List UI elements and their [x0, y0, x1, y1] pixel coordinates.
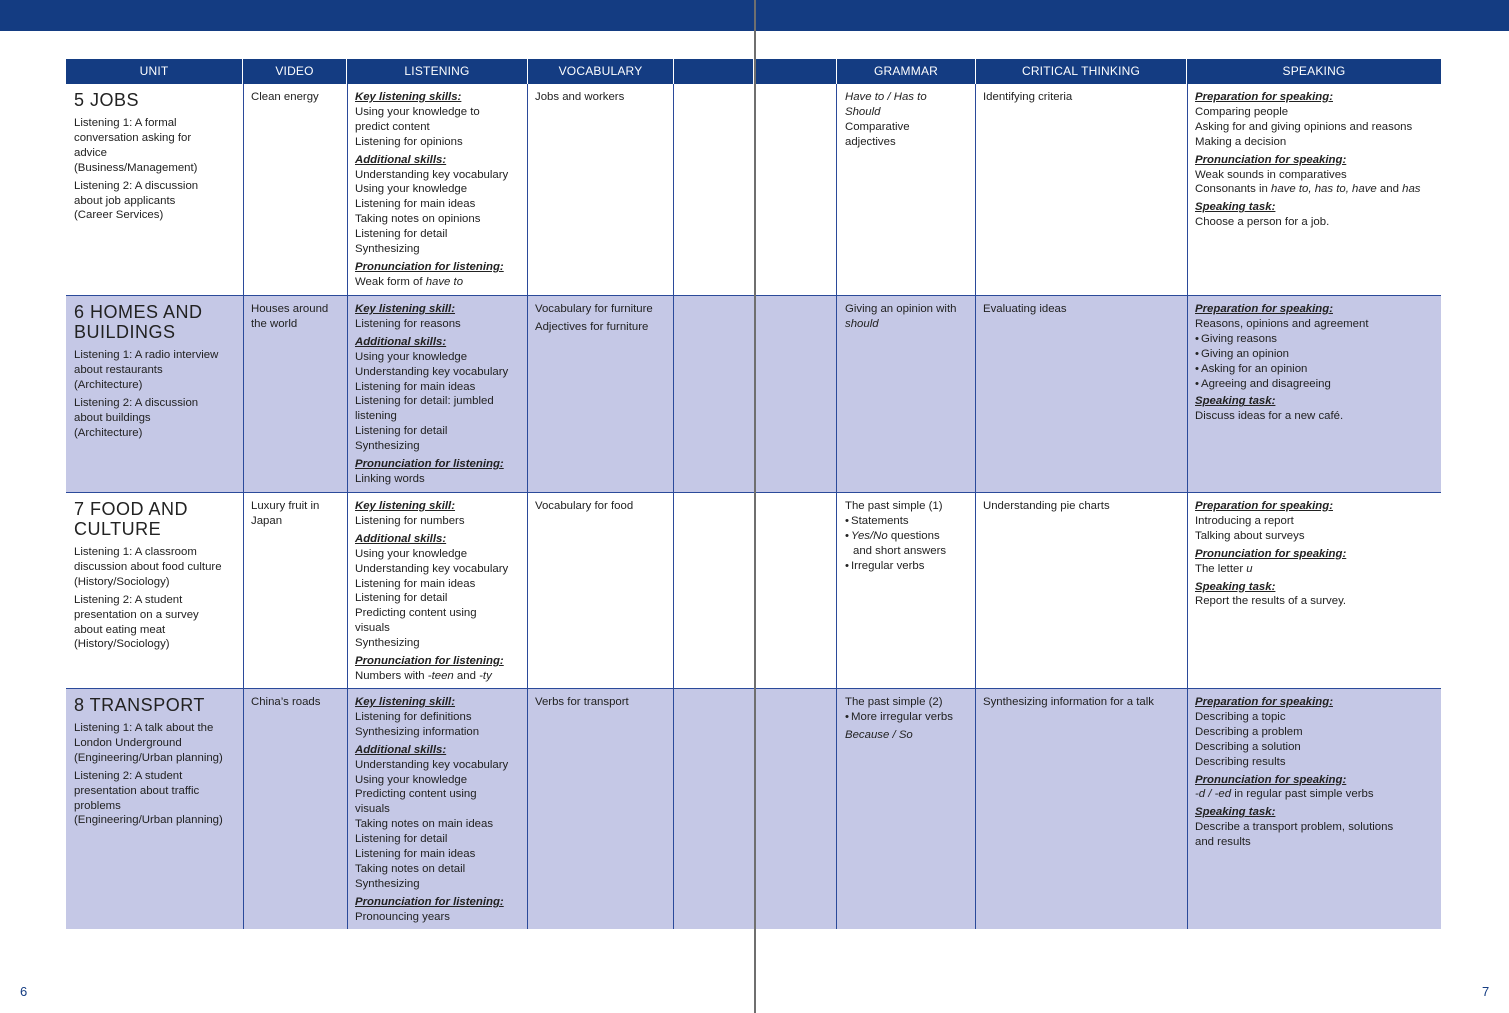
listening-cell-6 — [355, 296, 527, 487]
text: The letter — [1195, 562, 1247, 575]
critical-line: Understanding pie charts — [983, 500, 1110, 512]
speaking-line: Describing a topic — [1195, 710, 1286, 723]
unit-line: Listening 1: A classroom — [74, 546, 197, 558]
grammar-line: Have to / Has to — [845, 91, 927, 103]
text-italic: has — [1402, 183, 1421, 196]
unit-line: presentation on a survey — [74, 608, 199, 621]
section-heading: Speaking task: — [1195, 806, 1276, 819]
speaking-line: Report the results of a survey. — [1195, 595, 1347, 608]
grammar-cell-8 — [845, 689, 975, 743]
listening-cell-5 — [355, 84, 527, 290]
section-heading: Additional skills: — [355, 335, 447, 348]
section-heading: Pronunciation for speaking: — [1195, 153, 1347, 166]
listening-line: Using your knowledge — [355, 547, 468, 560]
listening-line: listening — [355, 410, 397, 423]
listening-line: Synthesizing information — [355, 725, 480, 738]
section-heading: Key listening skills: — [355, 91, 462, 103]
listening-cell-7 — [355, 493, 527, 684]
page-number-left: 6 — [20, 984, 28, 999]
grammar-bullet: • More irregular verbs — [845, 710, 975, 725]
unit-line: (Architecture) — [74, 378, 143, 391]
speaking-line — [1195, 562, 1441, 577]
vocabulary-line: Vocabulary for furniture — [535, 303, 653, 315]
grammar-line: and short answers — [853, 544, 947, 557]
video-title: Luxury fruit in — [251, 500, 320, 512]
unit-line: about eating meat — [74, 623, 166, 636]
listening-line: Synthesizing — [355, 877, 420, 890]
unit-title-line: 7 FOOD AND — [74, 499, 189, 519]
unit-line: conversation asking for — [74, 131, 192, 144]
grammar-bullet — [845, 529, 975, 544]
listening-line — [355, 275, 527, 290]
text: in regular past simple verbs — [1231, 788, 1374, 801]
listening-line: Listening for main ideas — [355, 848, 476, 861]
unit-line: Listening 1: A talk about the — [74, 722, 214, 734]
section-heading: Key listening skill: — [355, 303, 456, 315]
critical-cell-5 — [983, 84, 1186, 105]
vocabulary-cell-8 — [535, 689, 673, 710]
text-italic: -teen — [427, 669, 454, 682]
text-italic: Yes/No — [851, 529, 888, 542]
grid-line — [347, 84, 348, 929]
unit-line: Listening 2: A discussion — [74, 396, 199, 409]
grammar-cell-5 — [845, 84, 975, 150]
grammar-line: Giving an opinion with — [845, 303, 957, 315]
header-critical-thinking: CRITICAL THINKING — [976, 59, 1187, 84]
section-heading: Key listening skill: — [355, 696, 456, 708]
listening-line: Synthesizing — [355, 440, 420, 453]
listening-line: Listening for detail — [355, 592, 448, 605]
speaking-line: Reasons, opinions and agreement — [1195, 317, 1369, 330]
text-italic: -d / -ed — [1195, 788, 1232, 801]
header-blank-1 — [674, 59, 754, 84]
header-grammar: GRAMMAR — [837, 59, 976, 84]
grammar-line: The past simple (2) — [845, 696, 943, 708]
listening-line: Listening for detail — [355, 833, 448, 846]
speaking-line: Weak sounds in comparatives — [1195, 168, 1347, 181]
unit-title: 5 JOBS — [74, 90, 140, 110]
header-unit: UNIT — [66, 59, 243, 84]
text: and — [1376, 183, 1403, 196]
speaking-cell-8 — [1195, 689, 1441, 850]
speaking-line: Choose a person for a job. — [1195, 216, 1330, 229]
grid-line — [1187, 84, 1188, 929]
grammar-line: should — [845, 317, 879, 330]
critical-line: Synthesizing information for a talk — [983, 696, 1154, 708]
speaking-line: Describing results — [1195, 755, 1286, 768]
listening-line: Using your knowledge — [355, 350, 468, 363]
unit-line: about buildings — [74, 411, 151, 424]
grid-line — [527, 84, 528, 929]
listening-line: Pronouncing years — [355, 910, 450, 923]
speaking-bullet: • Giving reasons — [1195, 332, 1441, 347]
unit-line: Listening 2: A discussion — [74, 179, 199, 192]
grammar-line: adjectives — [845, 135, 896, 148]
section-heading: Preparation for speaking: — [1195, 500, 1333, 512]
section-heading: Pronunciation for listening: — [355, 655, 504, 668]
speaking-bullet: • Agreeing and disagreeing — [1195, 377, 1441, 392]
listening-line: Taking notes on opinions — [355, 213, 481, 226]
text: Weak form of — [355, 275, 426, 288]
unit-line: about job applicants — [74, 194, 176, 207]
unit-line: about restaurants — [74, 363, 163, 376]
section-heading: Preparation for speaking: — [1195, 91, 1333, 103]
speaking-bullet: • Asking for an opinion — [1195, 362, 1441, 377]
speaking-line: and results — [1195, 836, 1251, 849]
section-heading: Key listening skill: — [355, 500, 456, 512]
listening-line: Linking words — [355, 472, 425, 485]
video-title: Houses around — [251, 303, 329, 315]
speaking-cell-6 — [1195, 296, 1441, 424]
unit-line: (Business/Management) — [74, 161, 198, 174]
video-cell-7 — [251, 493, 346, 529]
critical-cell-6 — [983, 296, 1186, 317]
grid-line — [243, 84, 244, 929]
section-heading: Pronunciation for listening: — [355, 260, 504, 273]
listening-line: Predicting content using — [355, 607, 477, 620]
speaking-line: Describe a transport problem, solutions — [1195, 821, 1394, 834]
listening-line: Listening for definitions — [355, 710, 472, 723]
header-blank-2 — [756, 59, 837, 84]
header-vocabulary: VOCABULARY — [528, 59, 674, 84]
unit-cell-6 — [74, 296, 242, 440]
unit-line: Listening 2: A student — [74, 769, 183, 782]
grammar-cell-7 — [845, 493, 975, 574]
listening-line: Listening for detail — [355, 228, 448, 241]
speaking-line: Making a decision — [1195, 135, 1287, 148]
section-heading: Additional skills: — [355, 153, 447, 166]
grammar-cell-6 — [845, 296, 975, 332]
vocabulary-line: Jobs and workers — [535, 91, 625, 103]
listening-line: Listening for detail: jumbled — [355, 395, 494, 408]
unit-line: (History/Sociology) — [74, 638, 170, 651]
unit-title-line: 6 HOMES AND — [74, 302, 203, 322]
unit-title: 8 TRANSPORT — [74, 695, 205, 715]
listening-line: Using your knowledge to — [355, 105, 480, 118]
grammar-bullet: • Irregular verbs — [845, 559, 975, 574]
listening-line: Predicting content using — [355, 788, 477, 801]
listening-line: Listening for main ideas — [355, 577, 476, 590]
listening-line: Understanding key vocabulary — [355, 168, 509, 181]
vocabulary-cell-6 — [535, 296, 673, 335]
text: questions — [887, 529, 940, 542]
grid-line — [975, 84, 976, 929]
top-banner-left — [0, 0, 754, 31]
unit-cell-7 — [74, 493, 242, 652]
listening-cell-8 — [355, 689, 527, 925]
vocabulary-line: Verbs for transport — [535, 696, 629, 708]
speaking-line: Describing a problem — [1195, 725, 1303, 738]
listening-line: Taking notes on detail — [355, 862, 466, 875]
unit-line: Listening 1: A formal — [74, 117, 177, 129]
section-heading: Pronunciation for speaking: — [1195, 547, 1347, 560]
section-heading: Preparation for speaking: — [1195, 303, 1333, 315]
page-gutter — [754, 0, 756, 1013]
section-heading: Additional skills: — [355, 743, 447, 756]
section-heading: Preparation for speaking: — [1195, 696, 1333, 708]
listening-line: visuals — [355, 622, 390, 635]
video-title: Clean energy — [251, 91, 319, 103]
text-italic: u — [1246, 562, 1253, 575]
listening-line: Listening for numbers — [355, 514, 465, 527]
speaking-bullet: • Giving an opinion — [1195, 347, 1441, 362]
speaking-line: Asking for and giving opinions and reasons — [1195, 120, 1413, 133]
listening-line: Understanding key vocabulary — [355, 758, 509, 771]
listening-line: visuals — [355, 803, 390, 816]
vocabulary-cell-7 — [535, 493, 673, 514]
unit-line: (Architecture) — [74, 426, 143, 439]
unit-line: London Underground — [74, 736, 182, 749]
unit-line: discussion about food culture — [74, 560, 222, 573]
listening-line: Listening for main ideas — [355, 198, 476, 211]
listening-line: Listening for reasons — [355, 317, 461, 330]
listening-line: Understanding key vocabulary — [355, 365, 509, 378]
section-heading: Pronunciation for listening: — [355, 458, 504, 471]
speaking-line — [1195, 182, 1441, 197]
section-heading: Speaking task: — [1195, 395, 1276, 408]
listening-line: Understanding key vocabulary — [355, 562, 509, 575]
listening-line: Synthesizing — [355, 637, 420, 650]
text: and — [453, 669, 480, 682]
speaking-line: Describing a solution — [1195, 740, 1301, 753]
listening-line: Using your knowledge — [355, 183, 468, 196]
speaking-cell-7 — [1195, 493, 1441, 609]
listening-line: Listening for main ideas — [355, 380, 476, 393]
unit-title — [74, 302, 242, 342]
header-listening: LISTENING — [347, 59, 528, 84]
unit-line: presentation about traffic — [74, 784, 200, 797]
unit-line: (Engineering/Urban planning) — [74, 751, 223, 764]
unit-line: advice — [74, 146, 107, 159]
grid-line — [836, 84, 837, 929]
unit-title-line: CULTURE — [74, 519, 162, 539]
critical-line: Evaluating ideas — [983, 303, 1067, 315]
speaking-line: Introducing a report — [1195, 514, 1294, 527]
text: Consonants in — [1195, 183, 1271, 196]
text-italic: have to — [425, 275, 464, 288]
listening-line — [355, 669, 527, 684]
video-title: the world — [251, 317, 298, 330]
unit-line: problems — [74, 799, 121, 812]
grammar-line: The past simple (1) — [845, 500, 943, 512]
section-heading: Pronunciation for speaking: — [1195, 773, 1347, 786]
speaking-line: Discuss ideas for a new café. — [1195, 410, 1344, 423]
unit-line: (History/Sociology) — [74, 575, 170, 588]
header-video: VIDEO — [243, 59, 347, 84]
listening-line: Listening for detail — [355, 425, 448, 438]
text-italic: -ty — [479, 669, 492, 682]
listening-line: predict content — [355, 120, 430, 133]
unit-cell-5 — [74, 84, 242, 223]
section-heading: Additional skills: — [355, 532, 447, 545]
grammar-line: Because / So — [845, 728, 913, 741]
video-title: Japan — [251, 514, 283, 527]
unit-line: Listening 2: A student — [74, 593, 183, 606]
unit-title — [74, 499, 242, 539]
unit-title-line: BUILDINGS — [74, 322, 176, 342]
section-heading: Speaking task: — [1195, 201, 1276, 214]
header-speaking: SPEAKING — [1187, 59, 1441, 84]
unit-cell-8 — [74, 689, 242, 828]
speaking-line: Talking about surveys — [1195, 529, 1305, 542]
critical-line: Identifying criteria — [983, 91, 1073, 103]
listening-line: Synthesizing — [355, 243, 420, 256]
video-cell-6 — [251, 296, 346, 332]
video-cell-5 — [251, 84, 346, 105]
text: Numbers with — [355, 669, 428, 682]
video-title: China’s roads — [251, 696, 321, 708]
listening-line: Listening for opinions — [355, 135, 463, 148]
grammar-bullet: • Statements — [845, 514, 975, 529]
listening-line: Using your knowledge — [355, 773, 468, 786]
unit-line: (Engineering/Urban planning) — [74, 814, 223, 827]
video-cell-8 — [251, 689, 346, 710]
grammar-line: Comparative — [845, 120, 910, 133]
critical-cell-8 — [983, 689, 1186, 710]
critical-cell-7 — [983, 493, 1186, 514]
grid-line — [673, 84, 674, 929]
unit-line: Listening 1: A radio interview — [74, 349, 219, 361]
page-number-right: 7 — [1482, 984, 1490, 999]
unit-line: (Career Services) — [74, 209, 164, 222]
section-heading: Pronunciation for listening: — [355, 895, 504, 908]
listening-line: Taking notes on main ideas — [355, 818, 494, 831]
vocabulary-line: Adjectives for furniture — [535, 320, 649, 333]
grammar-line: Should — [845, 105, 881, 118]
text-italic: have to, has to, have — [1271, 183, 1377, 196]
top-banner-right — [756, 0, 1509, 31]
vocabulary-cell-5 — [535, 84, 673, 105]
speaking-line: Comparing people — [1195, 105, 1289, 118]
section-heading: Speaking task: — [1195, 580, 1276, 593]
speaking-line — [1195, 787, 1441, 802]
speaking-cell-5 — [1195, 84, 1441, 230]
vocabulary-line: Vocabulary for food — [535, 500, 634, 512]
